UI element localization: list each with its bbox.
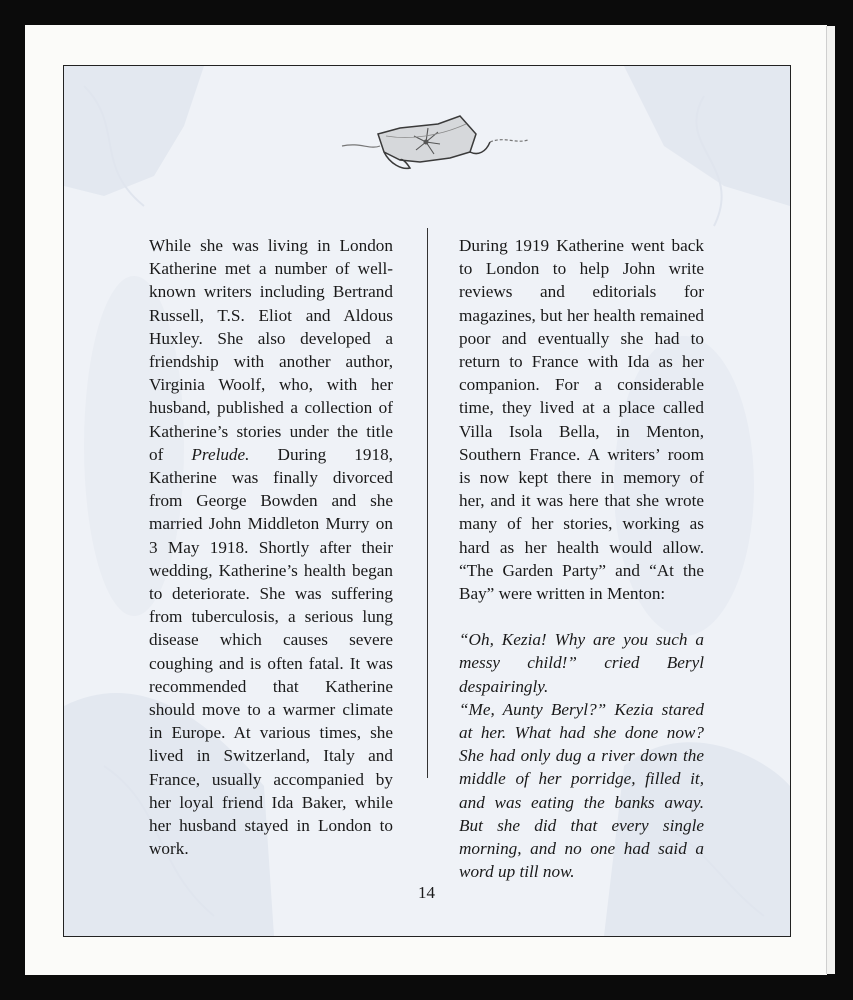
left-column-text-continued: During 1918, Katherine was finally divorced from George Bowden and she married John Middleton Murry on 3 May 1918. Shortly after their wedding, Katherine’s health began to deteriorate. She was suffering from tuberculosis, a serious lung disease which causes severe coughing and is often fatal. It was recommended that Katherine should move to a warmer climate in Europe. At various times, she lived in Switzerland, Italy and France, usually accompanied by her loyal friend Ida Baker, while her husband stayed in London to work. bbox=[149, 444, 393, 859]
page-number: 14 bbox=[418, 883, 435, 902]
left-column-text: While she was living in London Katherine met a number of well-known writers including Bertrand Russell, T.S. Eliot and Aldous Huxley. She also developed a friendship with another author, Virginia Woolf, who, with her husband, published a collection of Katherine’s stories under the title of bbox=[149, 236, 393, 464]
column-divider bbox=[427, 228, 428, 778]
embroidered-purse-icon bbox=[340, 112, 530, 174]
page-edge bbox=[826, 26, 835, 974]
right-column bbox=[459, 234, 704, 883]
book-title: Prelude. bbox=[191, 444, 250, 464]
story-quote-2: “Me, Aunty Beryl?” Kezia stared at her. What had she done now? She had only dug a river down the middle of her porridge, filled it, and was eating the banks away. But she did that every single morning, and no one had said a word up till now. bbox=[459, 699, 704, 882]
left-column bbox=[149, 234, 393, 860]
left-column-paragraph bbox=[149, 234, 393, 860]
right-column-paragraph: During 1919 Katherine went back to London to help John write reviews and editorials for magazines, but her health remained poor and eventually she had to return to France with Ida as her companion. For a considerable time, they lived at a place called Villa Isola Bella, in Menton, Southern France. A writers’ room is now kept there in memory of her, and it was here that she wrote many of her stories, working as hard as her health would allow. “The Garden Party” and “At the Bay” were written in Menton: bbox=[459, 236, 704, 604]
story-quote-1: “Oh, Kezia! Why are you such a messy child!” cried Beryl despairingly. bbox=[459, 630, 704, 696]
